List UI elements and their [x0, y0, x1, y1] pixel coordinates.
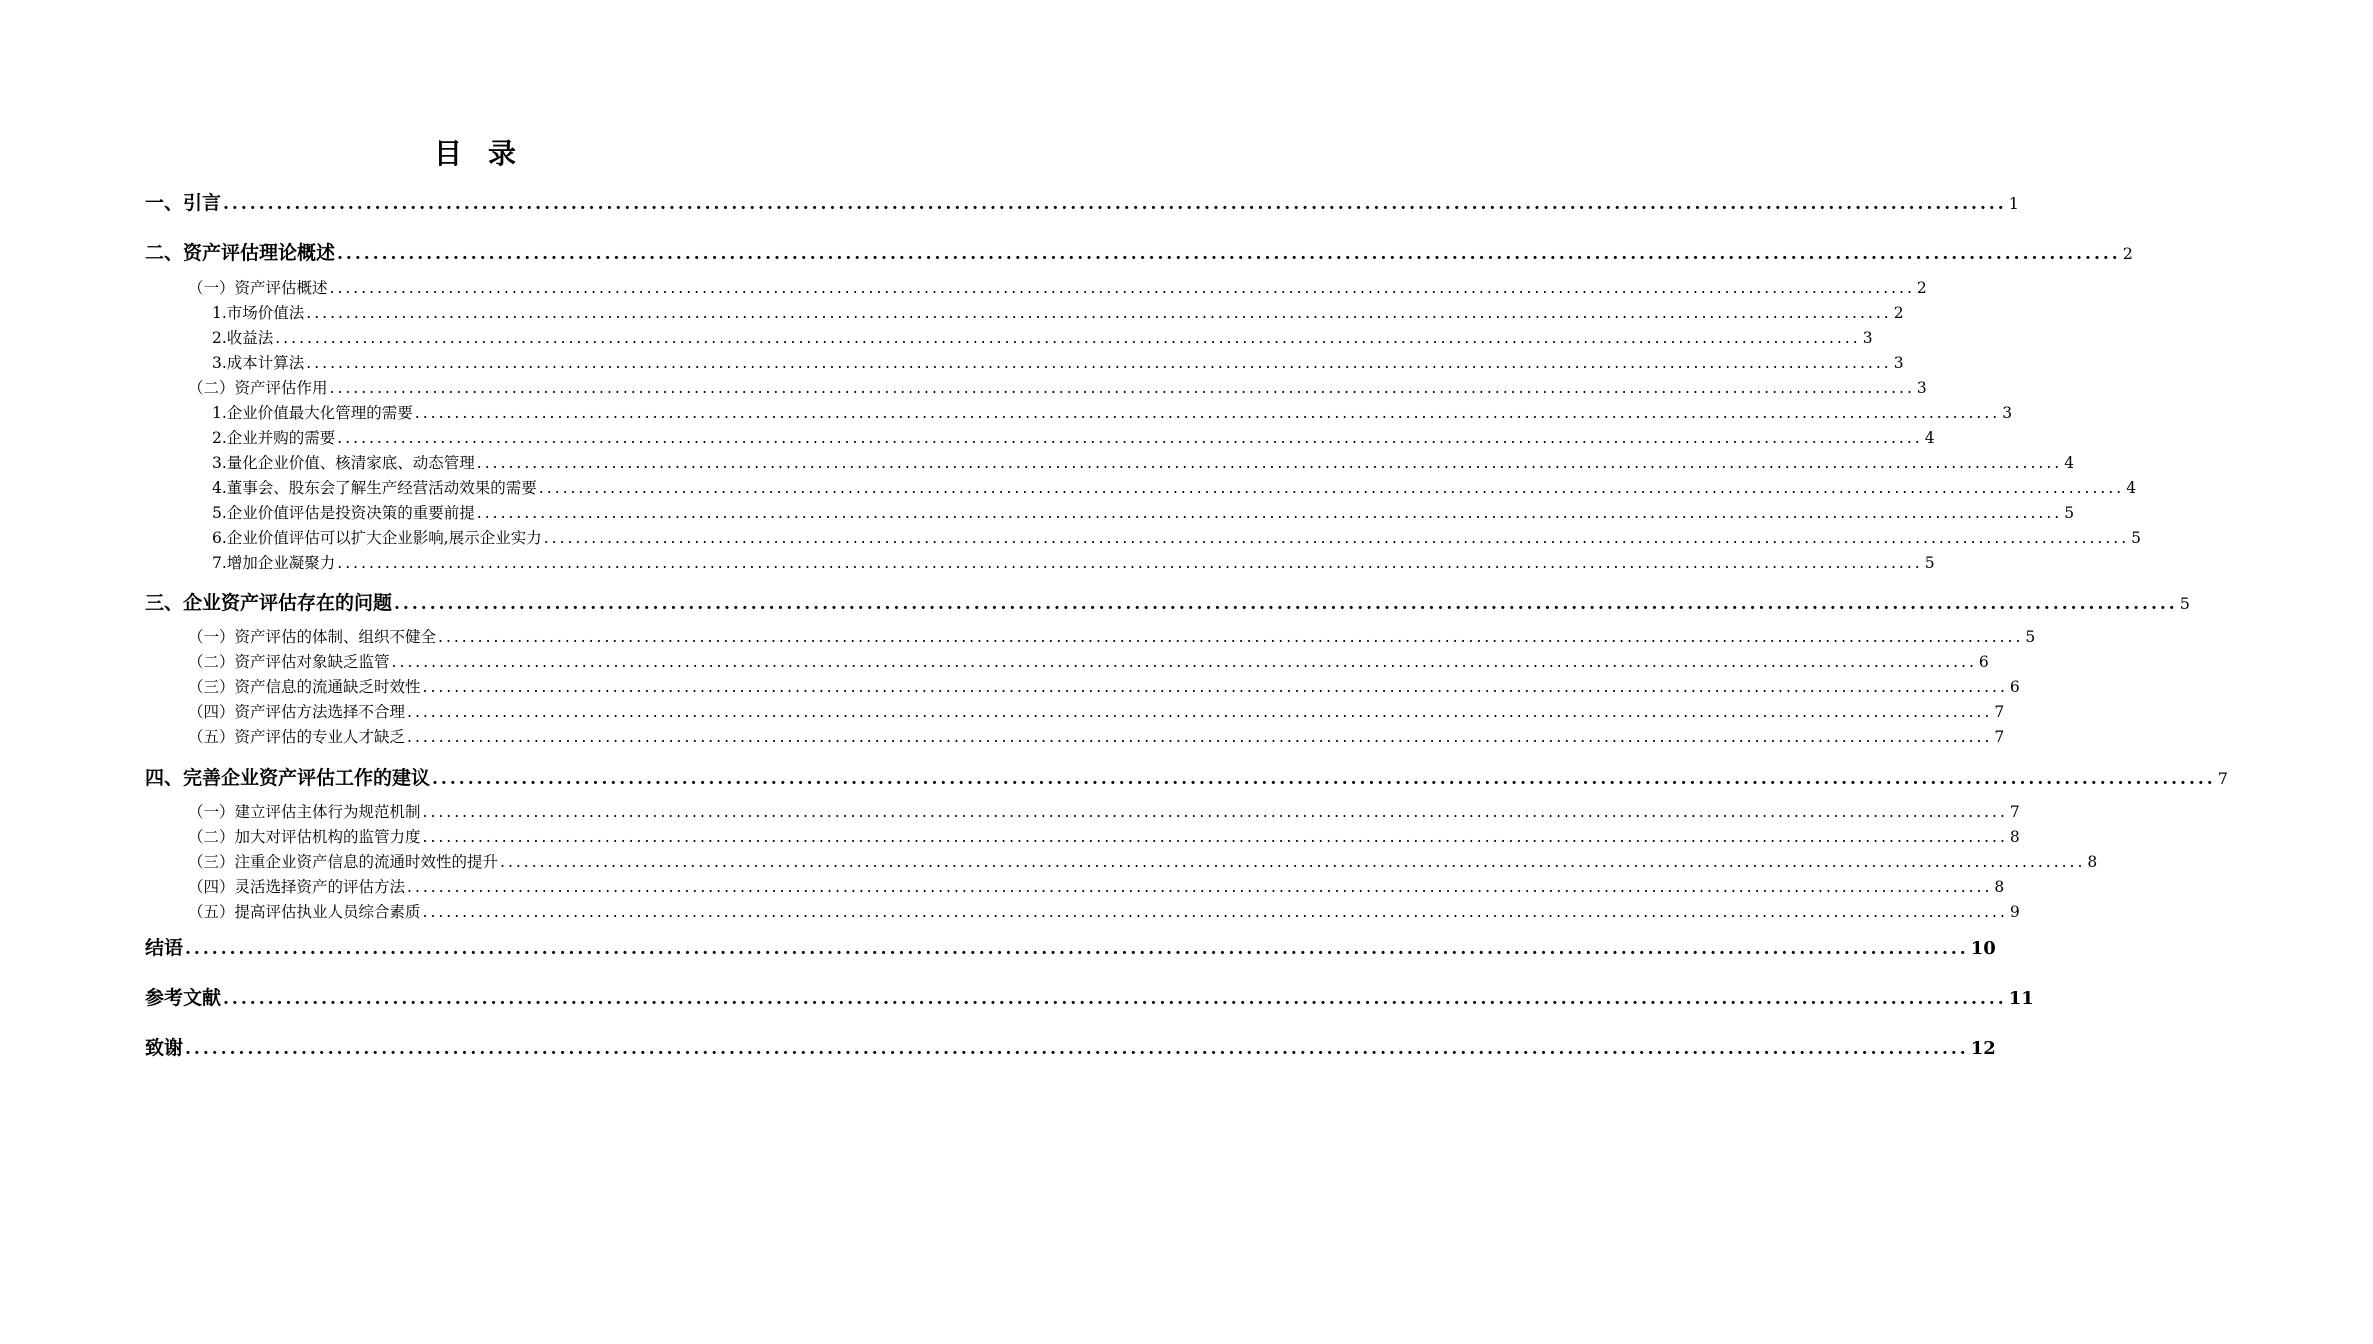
toc-page-number: 5: [2064, 504, 2075, 522]
toc-leader-dots: ........................................................................................................................................................................................................: [414, 404, 2001, 422]
toc-page-number: 4: [1924, 429, 1935, 447]
toc-entry[interactable]: [0, 426, 1935, 448]
toc-leader-dots: ........................................................................................................................................................................................................: [538, 479, 2125, 497]
toc-entry[interactable]: [0, 351, 1904, 373]
toc-entry[interactable]: [0, 800, 2020, 822]
toc-page-number: 10: [1970, 938, 1996, 959]
toc-leader-dots: ........................................................................................................................................................................................................: [422, 678, 2008, 696]
toc-leader-dots: ........................................................................................................................................................................................................: [476, 454, 2063, 472]
toc-page-number: 12: [1970, 1038, 1996, 1059]
toc-entry[interactable]: [0, 238, 2133, 265]
toc-entry-title: （二）资产评估对象缺乏监管: [188, 653, 390, 671]
toc-entry[interactable]: [0, 625, 2036, 647]
toc-page-number: 7: [2217, 769, 2228, 788]
toc-entry[interactable]: [0, 401, 2013, 423]
toc-title-char-1: 目: [433, 137, 462, 170]
toc-page-number: 2: [1916, 279, 1927, 297]
toc-page-number: 8: [1994, 878, 2005, 896]
toc-entry[interactable]: [0, 725, 2005, 747]
toc-entry[interactable]: [0, 900, 2020, 922]
toc-page-number: 5: [2179, 594, 2190, 613]
toc-leader-dots: ........................................................................................................................................................................................................: [543, 529, 2130, 547]
toc-leader-dots: ........................................................................................................................................................................................................: [306, 354, 1892, 372]
toc-page-number: 2: [1893, 304, 1904, 322]
toc-entry-title: 3.量化企业价值、核清家底、动态管理: [212, 454, 475, 472]
toc-entry-title: 参考文献: [145, 987, 222, 1009]
toc-entry-title: （一）建立评估主体行为规范机制: [188, 803, 421, 821]
toc-entry[interactable]: [0, 326, 1873, 348]
toc-leader-dots: ........................................................................................................................................................................................................: [306, 304, 1892, 322]
toc-page-number: 3: [1893, 354, 1904, 372]
toc-leader-dots: ........................................................................................................................................................................................................: [185, 939, 1969, 959]
toc-leader-dots: ........................................................................................................................................................................................................: [407, 878, 1993, 896]
toc-page-number: 7: [2009, 803, 2020, 821]
toc-leader-dots: ........................................................................................................................................................................................................: [422, 828, 2008, 846]
toc-entry-title: 3.成本计算法: [212, 354, 305, 372]
toc-page-number: 1: [2008, 194, 2019, 213]
toc-leader-dots: ........................................................................................................................................................................................................: [329, 279, 1915, 297]
toc-entry-title: （三）注重企业资产信息的流通时效性的提升: [188, 853, 499, 871]
toc-title: [0, 132, 950, 172]
toc-entry-title: 二、资产评估理论概述: [145, 242, 336, 264]
toc-leader-dots: ........................................................................................................................................................................................................: [337, 554, 1923, 572]
toc-page-number: 2: [2122, 244, 2133, 263]
toc-entry[interactable]: [0, 650, 1989, 672]
toc-entry[interactable]: [0, 451, 2075, 473]
toc-leader-dots: ........................................................................................................................................................................................................: [422, 803, 2008, 821]
toc-entry[interactable]: [0, 276, 1927, 298]
toc-entry-title: （二）加大对评估机构的监管力度: [188, 828, 421, 846]
toc-entry-title: 致谢: [145, 1037, 184, 1059]
toc-entry[interactable]: [0, 476, 2137, 498]
toc-entry-title: 结语: [145, 937, 184, 959]
toc-page-number: 9: [2009, 903, 2020, 921]
toc-page-number: 8: [2087, 853, 2098, 871]
toc-leader-dots: ........................................................................................................................................................................................................: [407, 728, 1993, 746]
toc-entry[interactable]: [0, 875, 2005, 897]
toc-leader-dots: ........................................................................................................................................................................................................: [185, 1039, 1969, 1059]
toc-leader-dots: ........................................................................................................................................................................................................: [438, 628, 2024, 646]
toc-entry-title: （四）资产评估方法选择不合理: [188, 703, 406, 721]
toc-leader-dots: ........................................................................................................................................................................................................: [391, 653, 1977, 671]
toc-page-number: 3: [2002, 404, 2013, 422]
toc-leader-dots: ........................................................................................................................................................................................................: [432, 769, 2216, 789]
toc-page-number: 3: [1916, 379, 1927, 397]
toc-page-number: 6: [1978, 653, 1989, 671]
toc-entry[interactable]: [0, 675, 2020, 697]
toc-entry[interactable]: [0, 551, 1935, 573]
toc-entry[interactable]: [0, 588, 2190, 615]
toc-entry[interactable]: [0, 825, 2020, 847]
toc-leader-dots: ........................................................................................................................................................................................................: [337, 244, 2121, 264]
toc-entry[interactable]: [0, 501, 2075, 523]
toc-entry-title: 一、引言: [145, 192, 222, 214]
toc-entry-title: 4.董事会、股东会了解生产经营活动效果的需要: [212, 479, 537, 497]
toc-entry-title: 三、企业资产评估存在的问题: [145, 592, 393, 614]
toc-entry[interactable]: [0, 983, 2034, 1010]
toc-title-char-2: 录: [488, 137, 517, 170]
toc-entry-title: 1.企业价值最大化管理的需要: [212, 404, 413, 422]
toc-entry-title: （二）资产评估作用: [188, 379, 328, 397]
toc-page-number: 7: [1994, 703, 2005, 721]
toc-entry[interactable]: [0, 700, 2005, 722]
toc-entry[interactable]: [0, 188, 2019, 215]
toc-entry-title: 1.市场价值法: [212, 304, 305, 322]
toc-entry-title: 5.企业价值评估是投资决策的重要前提: [212, 504, 475, 522]
toc-leader-dots: ........................................................................................................................................................................................................: [500, 853, 2086, 871]
toc-entry-title: （五）资产评估的专业人才缺乏: [188, 728, 406, 746]
toc-entry-title: （一）资产评估的体制、组织不健全: [188, 628, 437, 646]
toc-page-number: 5: [2131, 529, 2141, 547]
toc-entry[interactable]: [0, 1033, 1996, 1060]
toc-leader-dots: ........................................................................................................................................................................................................: [422, 903, 2008, 921]
toc-entry[interactable]: [0, 301, 1904, 323]
toc-leader-dots: ........................................................................................................................................................................................................: [223, 194, 2007, 214]
toc-page-number: 4: [2064, 454, 2075, 472]
toc-page-number: 6: [2009, 678, 2020, 696]
toc-entry[interactable]: [0, 933, 1996, 960]
toc-page-number: 3: [1862, 329, 1873, 347]
toc-entry-title: （一）资产评估概述: [188, 279, 328, 297]
toc-entry[interactable]: [0, 850, 2098, 872]
toc-leader-dots: ........................................................................................................................................................................................................: [223, 989, 2007, 1009]
toc-entry-title: （四）灵活选择资产的评估方法: [188, 878, 406, 896]
toc-entry-title: 2.收益法: [212, 329, 274, 347]
toc-entry[interactable]: [0, 526, 2141, 548]
toc-page-number: 7: [1994, 728, 2005, 746]
toc-leader-dots: ........................................................................................................................................................................................................: [337, 429, 1923, 447]
toc-leader-dots: ........................................................................................................................................................................................................: [407, 703, 1993, 721]
toc-leader-dots: ........................................................................................................................................................................................................: [476, 504, 2063, 522]
toc-page-number: 5: [1924, 554, 1935, 572]
toc-page-number: 5: [2025, 628, 2036, 646]
toc-leader-dots: ........................................................................................................................................................................................................: [275, 329, 1861, 347]
toc-entry-title: （三）资产信息的流通缺乏时效性: [188, 678, 421, 696]
toc-page-number: 4: [2126, 479, 2137, 497]
toc-entry[interactable]: [0, 376, 1927, 398]
toc-leader-dots: ........................................................................................................................................................................................................: [394, 594, 2178, 614]
toc-entry-title: 6.企业价值评估可以扩大企业影响,展示企业实力: [212, 529, 542, 547]
toc-leader-dots: ........................................................................................................................................................................................................: [329, 379, 1915, 397]
toc-entry-title: 7.增加企业凝聚力: [212, 554, 336, 572]
toc-entry[interactable]: [0, 763, 2228, 790]
toc-page-number: 8: [2009, 828, 2020, 846]
toc-entry-title: 四、完善企业资产评估工作的建议: [145, 767, 431, 789]
toc-entry-title: （五）提高评估执业人员综合素质: [188, 903, 421, 921]
toc-entry-title: 2.企业并购的需要: [212, 429, 336, 447]
toc-page-number: 11: [2008, 988, 2034, 1009]
